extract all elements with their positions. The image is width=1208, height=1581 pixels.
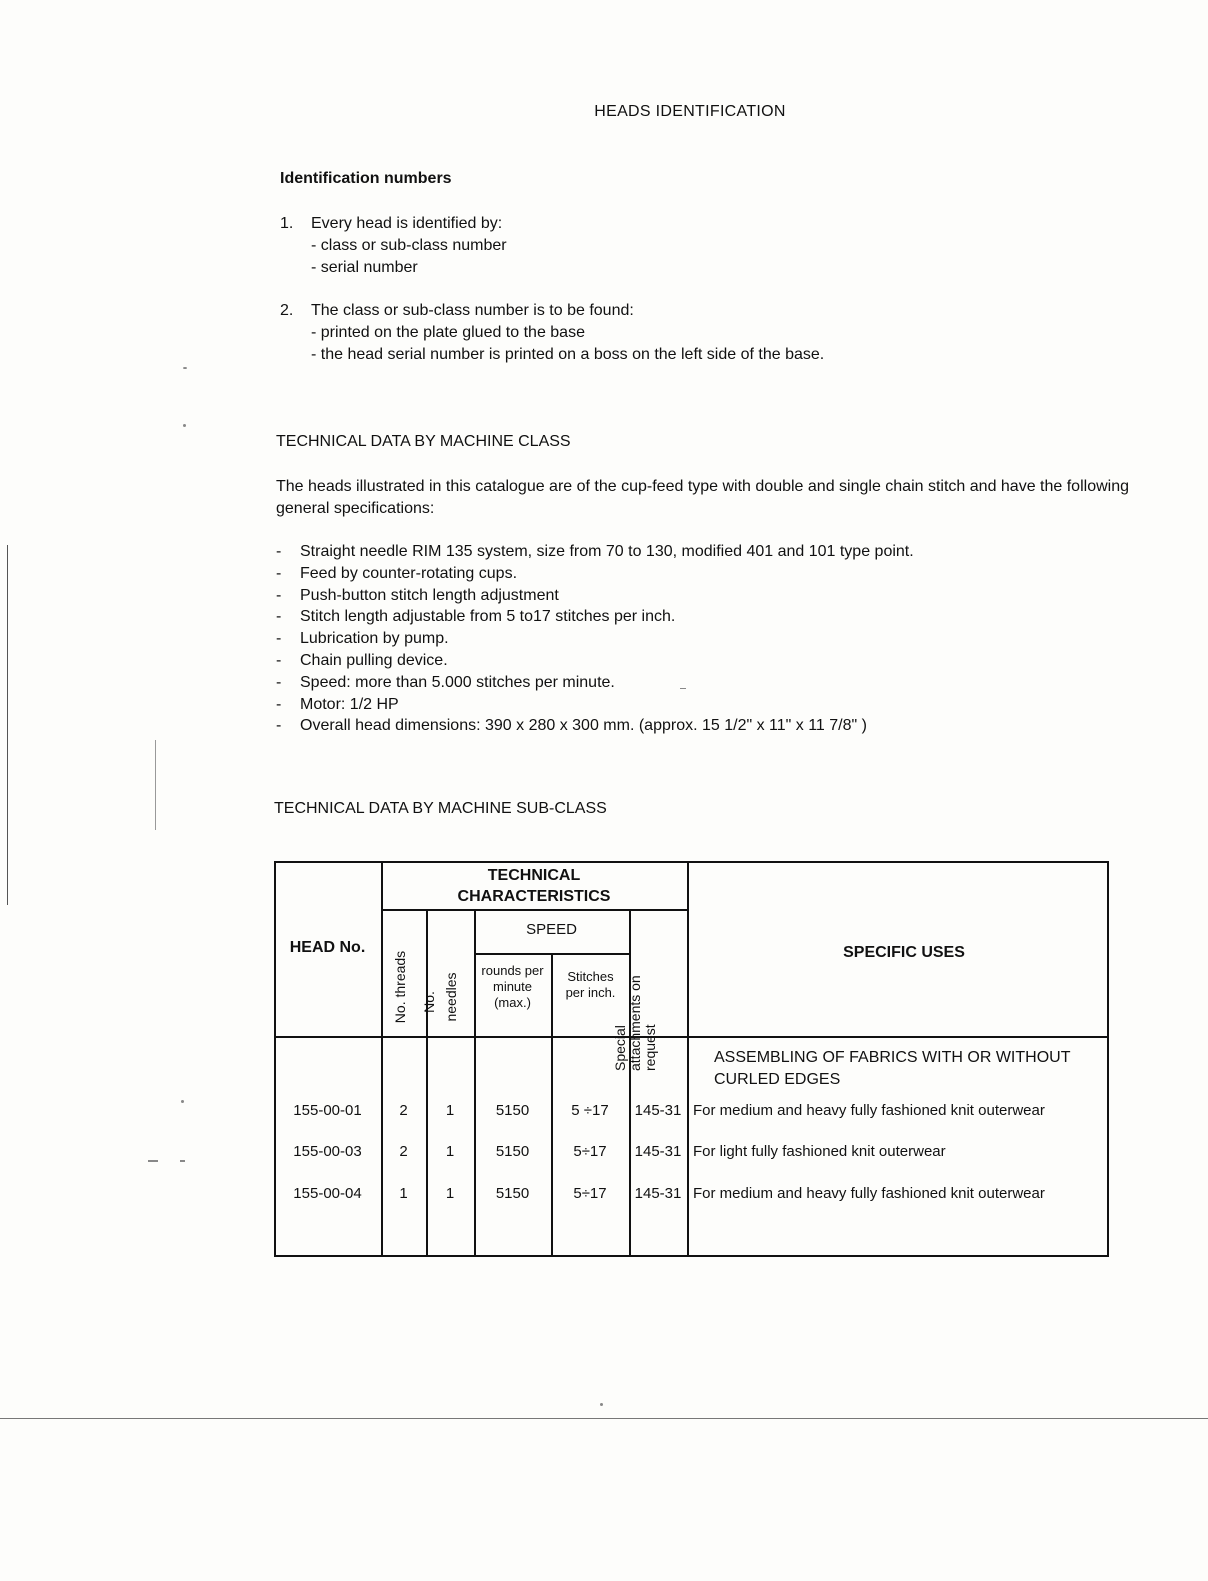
cell-threads: 2 — [399, 1102, 408, 1119]
header-needles-line1: No. — [421, 991, 437, 1013]
cell-rpm: 5150 — [495, 1143, 530, 1160]
cell-rpm: 5150 — [495, 1185, 530, 1202]
cell-attach: 145-31 — [634, 1102, 682, 1119]
cell-needles: 1 — [445, 1143, 455, 1160]
scan-edge-line — [155, 740, 156, 830]
scan-speck — [148, 1160, 158, 1162]
header-threads: No. threads — [392, 950, 408, 1024]
technical-class-heading: TECHNICAL DATA BY MACHINE CLASS — [276, 433, 571, 450]
spec-item: - Motor: 1/2 HP — [276, 694, 914, 716]
cell-head: 155-00-04 — [293, 1185, 362, 1202]
header-head-no: HEAD No. — [289, 939, 366, 956]
cell-rpm: 5150 — [495, 1102, 530, 1119]
table-border — [1107, 861, 1109, 1257]
spec-item: - Lubrication by pump. — [276, 628, 914, 650]
header-speed: SPEED — [526, 921, 577, 938]
header-technical-characteristics: TECHNICAL CHARACTERISTICS — [457, 867, 611, 905]
cell-use: For light fully fashioned knit outerwear — [693, 1143, 946, 1160]
cell-spi: 5÷17 — [573, 1143, 607, 1160]
item-text: Every head is identified by: — [311, 215, 503, 232]
cell-needles: 1 — [445, 1102, 455, 1119]
scan-speck — [600, 1403, 603, 1406]
item-subitem: - serial number — [311, 259, 418, 276]
item-text: The class or sub-class number is to be found: — [311, 302, 634, 319]
item-number: 2. — [280, 302, 294, 319]
header-specific-uses: SPECIFIC USES — [843, 944, 965, 961]
technical-subclass-heading: TECHNICAL DATA BY MACHINE SUB-CLASS — [274, 800, 607, 817]
cell-spi: 5÷17 — [573, 1185, 607, 1202]
item-number: 1. — [280, 215, 294, 232]
header-special-line3: request — [642, 1024, 658, 1071]
scan-speck — [183, 424, 186, 427]
scan-fold-line — [0, 1418, 1208, 1419]
scan-speck — [183, 367, 187, 369]
technical-class-intro: The heads illustrated in this catalogue are of the cup-feed type with double and single chain stitch and have the following general specifications: — [276, 478, 1129, 517]
header-rounds: rounds per minute (max.) — [481, 963, 544, 1010]
spec-item: - Overall head dimensions: 390 x 280 x 300 mm. (approx. 15 1/2" x 11" x 11 7/8" ) — [276, 715, 914, 737]
item-subitem: - class or sub-class number — [311, 237, 507, 254]
table-divider — [474, 909, 476, 1257]
cell-use: For medium and heavy fully fashioned knit outerwear — [693, 1102, 1045, 1119]
subclass-table — [274, 861, 1109, 1257]
scan-speck — [181, 1100, 184, 1103]
cell-use: For medium and heavy fully fashioned knit outerwear — [693, 1185, 1045, 1202]
header-special-line1: Special — [612, 1025, 628, 1071]
header-special-line2: attachments on — [627, 975, 643, 1071]
scan-speck — [680, 688, 686, 689]
spec-list — [276, 541, 914, 737]
scan-edge-line — [7, 545, 8, 905]
spec-item: - Chain pulling device. — [276, 650, 914, 672]
spec-item: - Speed: more than 5.000 stitches per minute. — [276, 672, 914, 694]
cell-spi: 5 ÷17 — [571, 1102, 609, 1119]
cell-attach: 145-31 — [634, 1143, 682, 1160]
page-title: HEADS IDENTIFICATION — [594, 103, 786, 120]
table-border — [274, 1255, 1109, 1257]
cell-threads: 2 — [399, 1143, 408, 1160]
cell-head: 155-00-01 — [293, 1102, 362, 1119]
cell-needles: 1 — [445, 1185, 455, 1202]
spec-item: - Straight needle RIM 135 system, size from 70 to 130, modified 401 and 101 type point. — [276, 541, 914, 563]
header-needles-line2: needles — [443, 972, 459, 1022]
header-stitches: Stitches per inch. — [565, 969, 616, 1000]
table-border — [274, 861, 1109, 863]
item-subitem: - printed on the plate glued to the base — [311, 324, 585, 341]
scan-speck — [180, 1160, 185, 1162]
identification-heading: Identification numbers — [280, 170, 452, 187]
spec-item: - Stitch length adjustable from 5 to17 stitches per inch. — [276, 606, 914, 628]
item-subitem: - the head serial number is printed on a boss on the left side of the base. — [311, 346, 825, 363]
table-divider — [687, 861, 689, 1257]
spec-item: - Feed by counter-rotating cups. — [276, 563, 914, 585]
section-label: ASSEMBLING OF FABRICS WITH OR WITHOUT CURLED EDGES — [714, 1049, 1071, 1088]
cell-attach: 145-31 — [634, 1185, 682, 1202]
cell-threads: 1 — [399, 1185, 408, 1202]
cell-head: 155-00-03 — [293, 1143, 362, 1160]
spec-item: - Push-button stitch length adjustment — [276, 585, 914, 607]
